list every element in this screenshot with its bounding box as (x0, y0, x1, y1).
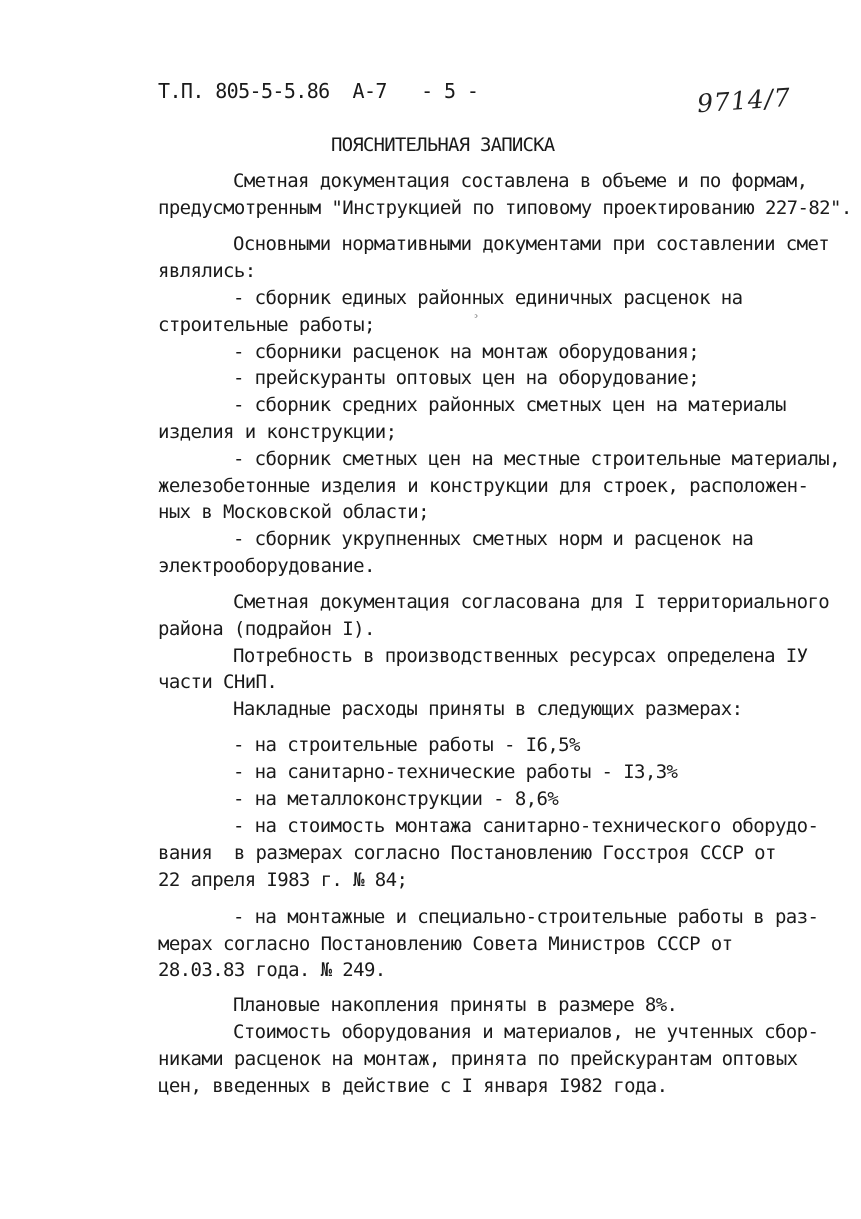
text-line: - прейскуранты оптовых цен на оборудование; (233, 367, 700, 389)
sheet-number: 9714/7 (696, 82, 792, 119)
text-line: изделия и конструкции; (158, 421, 397, 443)
text-line: района (подрайон I). (158, 618, 375, 640)
text-line: - на монтажные и специально-строительные работы в раз- (233, 906, 819, 928)
text-line: Сметная документация согласована для I территориального (233, 591, 830, 613)
text-line: Накладные расходы приняты в следующих размерах: (233, 698, 743, 720)
text-line: 28.03.83 года. № 249. (158, 959, 386, 981)
text-line: никами расценок на монтаж, принята по прейскурантам оптовых (158, 1048, 798, 1070)
text-line: Сметная документация составлена в объеме и по формам, (233, 170, 808, 192)
text-line: мерах согласно Постановлению Совета Министров СССР от (158, 933, 733, 955)
text-line: предусмотренным "Инструкцией по типовому проектированию 227-82". (158, 197, 852, 219)
text-line: железобетонные изделия и конструкции для строек, расположен- (158, 475, 809, 497)
text-line: строительные работы; (158, 314, 375, 336)
text-line: - сборник единых районных единичных расценок на (233, 287, 743, 309)
stray-mark: ᵓ (473, 313, 480, 324)
text-line: Потребность в производственных ресурсах определена IУ (233, 645, 808, 667)
text-line: - на санитарно-технические работы - I3,3% (233, 761, 678, 783)
text-line: - сборник сметных цен на местные строительные материалы, (233, 448, 840, 470)
text-line: цен, введенных в действие с I января I982 года. (158, 1075, 668, 1097)
text-line: - на стоимость монтажа санитарно-технического оборудо- (233, 815, 819, 837)
text-line: электрооборудование. (158, 555, 375, 577)
text-line: - на строительные работы - I6,5% (233, 734, 580, 756)
text-line: Стоимость оборудования и материалов, не учтенных сбор- (233, 1021, 819, 1043)
header-code: Т.П. 805-5-5.86 А-7 - 5 - (158, 79, 479, 103)
text-line: Основными нормативными документами при составлении смет (233, 233, 830, 255)
text-line: - сборник укрупненных сметных норм и расценок на (233, 528, 754, 550)
text-line: 22 апреля I983 г. № 84; (158, 869, 408, 891)
text-line: ных в Московской области; (158, 501, 429, 523)
text-line: - сборники расценок на монтаж оборудования; (233, 341, 700, 363)
text-line: Плановые накопления приняты в размере 8%. (233, 994, 678, 1016)
text-line: - сборник средних районных сметных цен на материалы (233, 394, 786, 416)
text-line: части СНиП. (158, 671, 278, 693)
page-title: ПОЯСНИТЕЛЬНАЯ ЗАПИСКА (331, 134, 555, 156)
text-line: являлись: (158, 260, 256, 282)
text-line: вания в размерах согласно Постановлению Госстроя СССР от (158, 842, 776, 864)
text-line: - на металлоконструкции - 8,6% (233, 788, 559, 810)
